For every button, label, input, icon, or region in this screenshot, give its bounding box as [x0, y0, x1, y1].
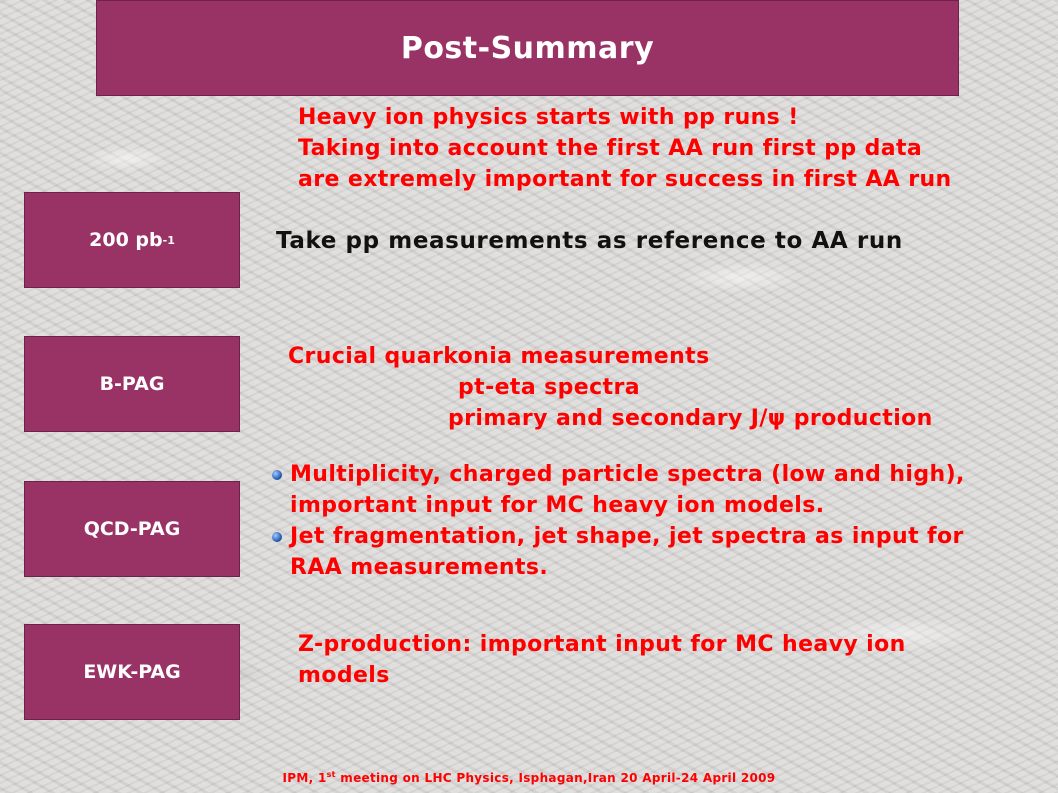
intro-line-3: are extremely important for success in first AA run — [298, 167, 952, 192]
luminosity-label-box — [24, 192, 240, 288]
footer-post: meeting on LHC Physics, Isphagan,Iran 20 April-24 April 2009 — [335, 771, 776, 785]
intro-block — [298, 102, 952, 195]
luminosity-value: 200 pb — [89, 229, 163, 251]
bpag-line-3-post: production — [785, 406, 933, 431]
intro-line-1: Heavy ion physics starts with pp runs ! — [298, 105, 799, 130]
psi-symbol: ψ — [767, 406, 786, 431]
footer — [0, 770, 1058, 785]
footer-sup: st — [326, 770, 336, 779]
bpag-line-2: pt-eta spectra — [458, 375, 640, 400]
bpag-line-3-pre: primary and secondary J/ — [448, 406, 768, 431]
qcdpag-bullet-1-text: Multiplicity, charged particle spectra (low and high), important input for MC heavy ion models. — [290, 462, 965, 518]
qcdpag-bullet-2-text: Jet fragmentation, jet shape, jet spectra as input for RAA measurements. — [290, 524, 964, 580]
qcdpag-label: QCD-PAG — [83, 518, 181, 540]
ewkpag-line-1: Z-production: important input for MC heavy ion — [298, 632, 906, 657]
bullet-dot-icon — [272, 470, 282, 480]
qcdpag-text-block — [272, 459, 1017, 583]
title-banner — [96, 0, 959, 96]
bpag-line-1: Crucial quarkonia measurements — [288, 344, 710, 369]
bpag-line-3 — [288, 403, 1008, 434]
ewkpag-label: EWK-PAG — [83, 661, 181, 683]
ewkpag-label-box — [24, 624, 240, 720]
bpag-text-block — [288, 341, 1008, 434]
luminosity-exponent: -1 — [162, 233, 175, 247]
bpag-label: B-PAG — [99, 373, 165, 395]
qcdpag-bullet-2 — [272, 521, 1017, 583]
footer-pre: IPM, 1 — [282, 771, 327, 785]
bpag-label-box — [24, 336, 240, 432]
qcdpag-bullet-1 — [272, 459, 1017, 521]
qcdpag-label-box — [24, 481, 240, 577]
intro-line-2: Taking into account the first AA run first pp data — [298, 136, 923, 161]
page-title: Post-Summary — [400, 30, 655, 66]
ewkpag-line-2: models — [298, 663, 390, 688]
bullet-dot-icon — [272, 532, 282, 542]
ewkpag-text-block — [298, 629, 906, 691]
reference-text: Take pp measurements as reference to AA run — [276, 228, 903, 254]
